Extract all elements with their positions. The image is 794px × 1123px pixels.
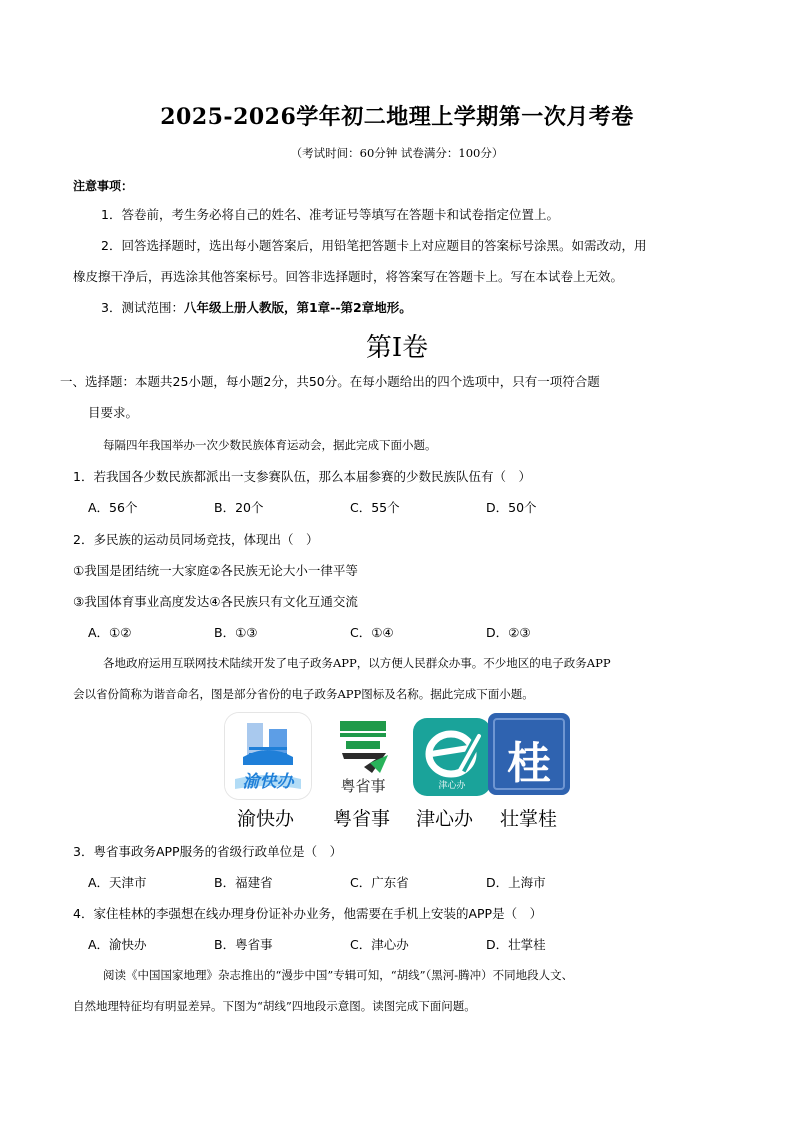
q4-option-c: C．津心办 — [350, 937, 409, 952]
q2-statement-line-2: ③我国体育事业高度发达④各民族只有文化互通交流 — [73, 594, 358, 609]
q2-stem: 2．多民族的运动员同场竞技，体现出（ ） — [73, 532, 319, 547]
material-intro-2-line-2: 会以省份简称为谐音命名，图是部分省份的电子政务APP图标及名称。据此完成下面小题。 — [73, 687, 534, 701]
q1-option-b: B．20个 — [214, 500, 264, 515]
exam-subtitle: （考试时间：60分钟 试卷满分：100分） — [290, 146, 504, 160]
q3-option-c: C．广东省 — [350, 875, 409, 890]
q1-option-a: A．56个 — [88, 500, 138, 515]
q2-statement-line-1: ①我国是团结统一大家庭②各民族无论大小一律平等 — [73, 563, 358, 578]
part1-instructions-line-1: 一、选择题：本题共25小题，每小题2分，共50分。在每小题给出的四个选项中，只有一项符合题 — [60, 374, 600, 389]
q3-option-b: B．福建省 — [214, 875, 273, 890]
q3-option-a: A．天津市 — [88, 875, 147, 890]
notice-item-2-line-1: 2．回答选择题时，选出每小题答案后，用铅笔把答题卡上对应题目的答案标号涂黑。如需改动，用 — [101, 238, 647, 253]
material-intro-1: 每隔四年我国举办一次少数民族体育运动会，据此完成下面小题。 — [103, 438, 437, 452]
chongqing-app-icon-label: 渝快办 — [242, 772, 294, 792]
guangxi-app-icon-label: 桂 — [507, 738, 551, 789]
guangdong-app-icon-label: 粤省事 — [340, 777, 386, 795]
notice-item-3-prefix: 3．测试范围： — [101, 300, 184, 315]
chongqing-app-icon — [225, 713, 311, 799]
notice-item-2-line-2: 橡皮擦干净后，再选涂其他答案标号。回答非选择题时，将答案写在答题卡上。写在本试卷上无效。 — [73, 269, 624, 284]
app-name-tianjin: 津心办 — [416, 808, 474, 830]
q2-option-c: C．①④ — [350, 625, 394, 640]
app-name-guangdong: 粤省事 — [333, 808, 391, 830]
q1-stem: 1．若我国各少数民族都派出一支参赛队伍，那么本届参赛的少数民族队伍有（ ） — [73, 469, 531, 484]
material-intro-3-line-1: 阅读《中国国家地理》杂志推出的“漫步中国”专辑可知，“胡线”（黑河-腾冲）不同地段人文、 — [103, 968, 574, 982]
app-name-chongqing: 渝快办 — [237, 808, 295, 830]
q1-option-c: C．55个 — [350, 500, 400, 515]
q3-stem: 3．粤省事政务APP服务的省级行政单位是（ ） — [73, 844, 343, 859]
q2-option-d: D．②③ — [486, 625, 531, 640]
exam-title: 2025-2026学年初二地理上学期第一次月考卷 — [160, 104, 634, 130]
notice-item-3-scope: 八年级上册人教版，第1章--第2章地形。 — [183, 300, 412, 315]
material-intro-3-line-2: 自然地理特征均有明显差异。下图为“胡线”四地段示意图。读图完成下面问题。 — [73, 999, 476, 1013]
guangdong-app-icon — [320, 713, 406, 799]
q4-stem: 4．家住桂林的李强想在线办理身份证补办业务，他需要在手机上安装的APP是（ ） — [73, 906, 543, 921]
q4-option-a: A．渝快办 — [88, 937, 147, 952]
app-name-guangxi: 壮掌桂 — [500, 808, 558, 830]
part1-instructions-line-2: 目要求。 — [88, 405, 139, 420]
q2-option-b: B．①③ — [214, 625, 258, 640]
q1-option-d: D．50个 — [486, 500, 537, 515]
guangxi-app-icon — [488, 713, 570, 795]
material-intro-2-line-1: 各地政府运用互联网技术陆续开发了电子政务APP，以方便人民群众办事。不少地区的电子政务APP — [103, 656, 611, 670]
q4-option-d: D．壮掌桂 — [486, 937, 546, 952]
section-title: 第Ⅰ卷 — [365, 333, 429, 363]
tianjin-app-icon — [413, 718, 491, 796]
q3-option-d: D．上海市 — [486, 875, 546, 890]
tianjin-app-icon-label: 津心办 — [438, 781, 466, 791]
notice-item-1: 1．答卷前，考生务必将自己的姓名、准考证号等填写在答题卡和试卷指定位置上。 — [101, 207, 559, 222]
q2-option-a: A．①② — [88, 625, 132, 640]
q4-option-b: B．粤省事 — [214, 937, 273, 952]
notice-heading: 注意事项： — [73, 179, 134, 193]
notice-item-3 — [101, 300, 412, 315]
